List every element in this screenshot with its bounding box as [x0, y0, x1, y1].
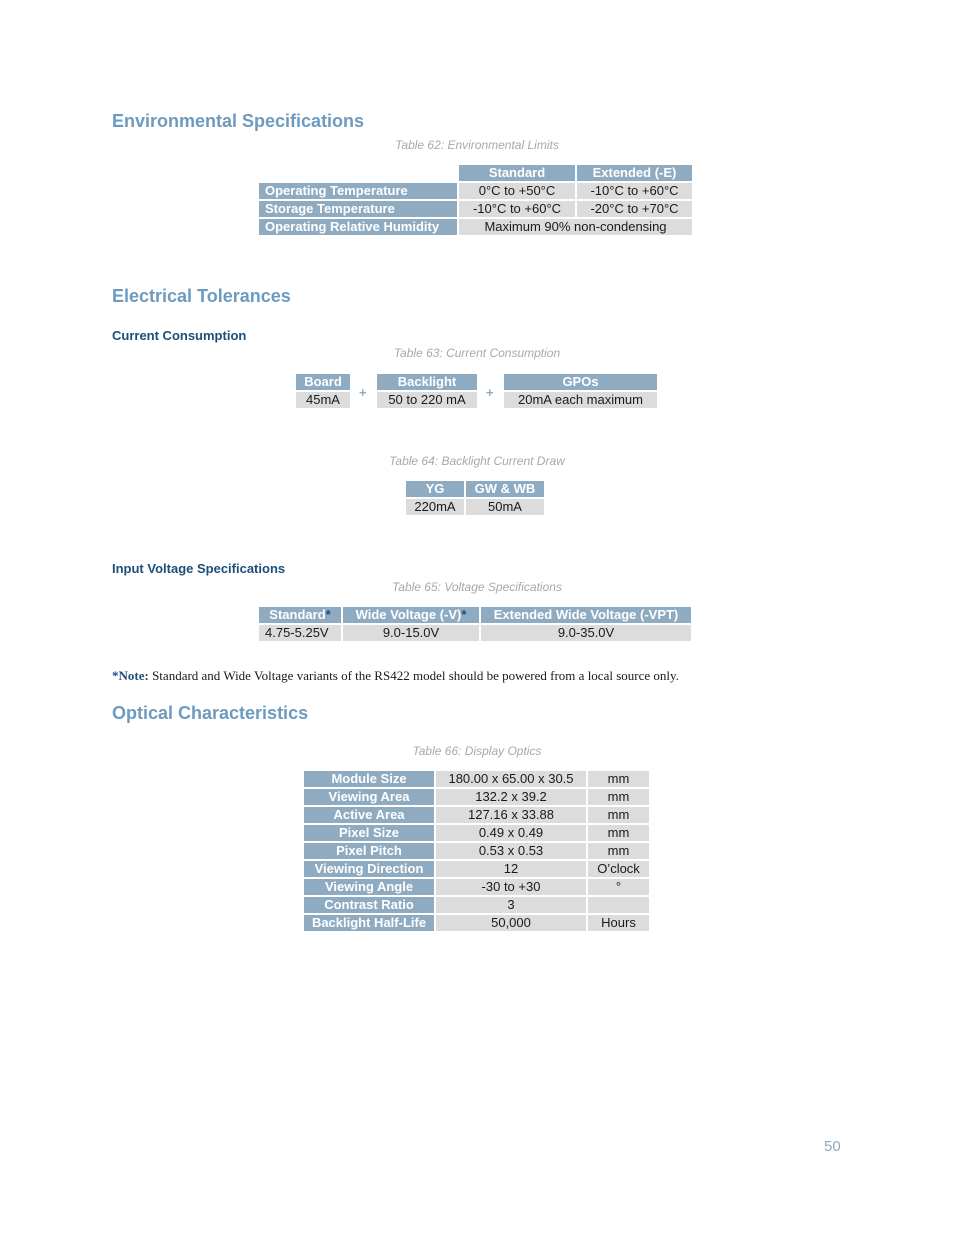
column-header-yg: YG: [406, 481, 464, 497]
gpos-current-value: 20mA each maximum: [504, 392, 657, 408]
yg-current-value: 220mA: [406, 499, 464, 515]
table-row: [304, 771, 649, 787]
table-row: [259, 183, 692, 199]
table-row: [304, 861, 649, 877]
row-label-operating-temperature: Operating Temperature: [259, 183, 457, 199]
note-text: Standard and Wide Voltage variants of the RS422 model should be powered from a local source only.: [148, 668, 679, 683]
table-66-caption: Table 66: Display Optics: [412, 744, 542, 758]
row-unit: mm: [588, 843, 649, 859]
row-unit: mm: [588, 807, 649, 823]
row-unit: [588, 897, 649, 913]
column-header-extended-wide-voltage: Extended Wide Voltage (-VPT): [481, 607, 691, 623]
standard-voltage-value: 4.75-5.25V: [259, 625, 341, 641]
table-63-caption: Table 63: Current Consumption: [393, 346, 561, 360]
operating-humidity-value: Maximum 90% non-condensing: [459, 219, 692, 235]
input-voltage-heading: Input Voltage Specifications: [112, 561, 286, 576]
column-header-gw-wb: GW & WB: [466, 481, 544, 497]
asterisk: *: [461, 607, 467, 622]
row-label: Viewing Direction: [304, 861, 434, 877]
storage-temp-standard: -10°C to +60°C: [459, 201, 575, 217]
row-label: Pixel Pitch: [304, 843, 434, 859]
row-value: 0.53 x 0.53: [436, 843, 586, 859]
blank-cell: [259, 165, 457, 181]
row-label: Backlight Half-Life: [304, 915, 434, 931]
wide-voltage-value: 9.0-15.0V: [343, 625, 479, 641]
electrical-tolerances-heading: Electrical Tolerances: [112, 286, 291, 306]
table-row: [304, 843, 649, 859]
plus-sign: +: [486, 385, 494, 400]
row-value: 12: [436, 861, 586, 877]
voltage-note: [112, 668, 679, 684]
backlight-current-table: [375, 372, 479, 410]
row-label-operating-humidity: Operating Relative Humidity: [259, 219, 457, 235]
table-row: [304, 807, 649, 823]
board-current-value: 45mA: [296, 392, 350, 408]
header-text: Standard: [269, 607, 326, 622]
gpos-current-table: [502, 372, 659, 410]
row-label: Viewing Angle: [304, 879, 434, 895]
row-label: Pixel Size: [304, 825, 434, 841]
row-unit: mm: [588, 789, 649, 805]
row-value: 180.00 x 65.00 x 30.5: [436, 771, 586, 787]
voltage-specifications-table: [257, 605, 693, 643]
table-row: [304, 879, 649, 895]
table-row: [304, 825, 649, 841]
display-optics-table: [302, 769, 651, 933]
operating-temp-extended: -10°C to +60°C: [577, 183, 692, 199]
note-label: *Note:: [112, 668, 149, 683]
board-current-table: [294, 372, 352, 410]
table-row: [304, 915, 649, 931]
row-unit: O’clock: [588, 861, 649, 877]
column-header-standard: [259, 607, 341, 623]
table-65-caption: Table 65: Voltage Specifications: [392, 580, 562, 594]
optical-characteristics-heading: Optical Characteristics: [112, 703, 309, 723]
backlight-current-draw-table: [404, 479, 546, 517]
table-row: [259, 201, 692, 217]
table-62-caption: Table 62: Environmental Limits: [395, 138, 559, 152]
extended-wide-voltage-value: 9.0-35.0V: [481, 625, 691, 641]
row-unit: °: [588, 879, 649, 895]
table-row: [259, 625, 691, 641]
column-header-backlight: Backlight: [377, 374, 477, 390]
table-row: [304, 789, 649, 805]
table-row: [406, 499, 544, 515]
column-header-standard: Standard: [459, 165, 575, 181]
storage-temp-extended: -20°C to +70°C: [577, 201, 692, 217]
asterisk: *: [325, 607, 331, 622]
gw-wb-current-value: 50mA: [466, 499, 544, 515]
table-row: [304, 897, 649, 913]
column-header-wide-voltage: [343, 607, 479, 623]
row-label: Module Size: [304, 771, 434, 787]
table-64-caption: Table 64: Backlight Current Draw: [389, 454, 565, 468]
row-value: 3: [436, 897, 586, 913]
column-header-extended: Extended (-E): [577, 165, 692, 181]
row-unit: mm: [588, 825, 649, 841]
row-value: 127.16 x 33.88: [436, 807, 586, 823]
row-value: 132.2 x 39.2: [436, 789, 586, 805]
row-value: -30 to +30: [436, 879, 586, 895]
table-row: [259, 219, 692, 235]
page-number: 50: [824, 1138, 841, 1155]
row-value: 50,000: [436, 915, 586, 931]
row-label-storage-temperature: Storage Temperature: [259, 201, 457, 217]
row-label: Viewing Area: [304, 789, 434, 805]
column-header-gpos: GPOs: [504, 374, 657, 390]
row-label: Active Area: [304, 807, 434, 823]
row-unit: Hours: [588, 915, 649, 931]
row-unit: mm: [588, 771, 649, 787]
current-consumption-heading: Current Consumption: [112, 328, 247, 343]
operating-temp-standard: 0°C to +50°C: [459, 183, 575, 199]
plus-sign: +: [359, 385, 367, 400]
backlight-current-value: 50 to 220 mA: [377, 392, 477, 408]
header-text: Wide Voltage (-V): [355, 607, 462, 622]
row-value: 0.49 x 0.49: [436, 825, 586, 841]
column-header-board: Board: [296, 374, 350, 390]
environmental-specifications-heading: Environmental Specifications: [112, 111, 365, 131]
environmental-limits-table: [257, 163, 694, 237]
row-label: Contrast Ratio: [304, 897, 434, 913]
